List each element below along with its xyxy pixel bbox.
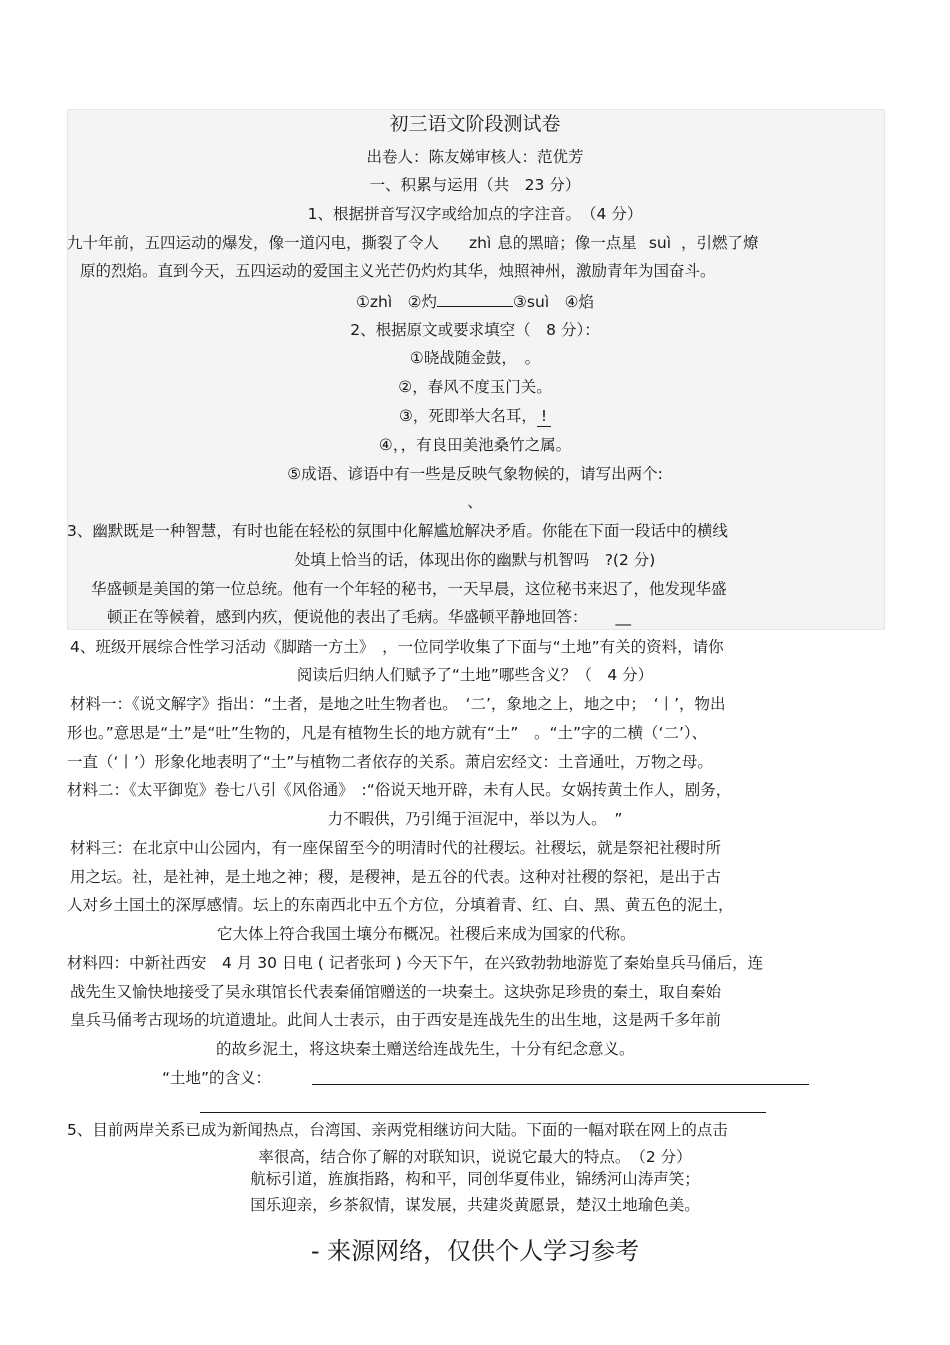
q1-heading: 1、根据拼音写汉字或给加点的字注音。 （4 分） xyxy=(307,205,643,223)
q5-heading: 5、目前两岸关系已成为新闻热点，台湾国、亲两党相继访问大陆。下面的一幅对联在网上的点击 xyxy=(67,1121,728,1139)
q4-answer-line-1[interactable] xyxy=(312,1084,809,1085)
q2-item-5: ⑤成语、谚语中有一些是反映气象物候的，请写出两个: xyxy=(287,465,663,483)
q4-material3-line3: 人对乡土国土的深厚感情。坛上的东南西北中五个方位，分填着青、红、白、黑、黄五色的泥土， xyxy=(67,896,734,914)
q4-answer-line-2[interactable] xyxy=(200,1112,766,1113)
q2-item-3-blank[interactable]: ! xyxy=(537,406,551,427)
q2-heading: 2、根据原文或要求填空（ 8 分）： xyxy=(350,321,600,339)
q3-heading-cont: 处填上恰当的话，体现出你的幽默与机智吗 ?(2 分) xyxy=(294,551,656,569)
q3-text-line2 xyxy=(107,607,631,627)
q4-material1-line3: 一直（‘丨’）形象化地表明了“土”与植物二者依存的关系。萧启宏经文：土音通吐，万物之母。 xyxy=(67,753,713,771)
q3-answer-blank[interactable]: __ xyxy=(615,608,632,626)
q3-text-line2-text: 顿正在等候着，感到内疚，便说他的表出了毛病。华盛顿平静地回答： xyxy=(107,608,588,626)
q5-couplet-line2: 国乐迎亲，乡茶叙情，谋发展，共建炎黄愿景，楚汉土地瑜色美。 xyxy=(250,1196,700,1214)
q1-pinyin-zhi: zhì xyxy=(469,234,492,252)
q4-heading-cont: 阅读后归纳人们赋予了“土地”哪些含义？（ 4 分） xyxy=(296,666,654,684)
q1-passage-text-c: ，引燃了燎 xyxy=(681,234,759,252)
q4-material1-line2: 形也。”意思是“土”是“吐”生物的，凡是有植物生长的地方就有“土” 。“土”字的二横（‘二’）、 xyxy=(67,724,708,742)
q1-passage-line1 xyxy=(67,233,759,253)
q4-material4-line4: 的故乡泥土，将这块秦土赠送给连战先生，十分有纪念意义。 xyxy=(216,1040,635,1058)
q4-material2-line1: 材料二：《太平御览》卷七八引《风俗通》 :“俗说天地开辟，未有人民。女娲抟黄土作人，剧务， xyxy=(67,781,732,799)
q1-passage-text-a: 九十年前，五四运动的爆发，像一道闪电，撕裂了令人 xyxy=(67,234,440,252)
q5-couplet-line1: 航标引道，旌旗指路，构和平，同创华夏伟业，锦绣河山涛声笑； xyxy=(250,1170,700,1188)
page-title: 初三语文阶段测试卷 xyxy=(389,113,561,135)
q1-answer-b: ③suì ④焰 xyxy=(513,293,595,311)
authors-line: 出卷人：陈友娣审核人：范优芳 xyxy=(366,148,584,166)
q4-material4-line2: 战先生又愉快地接受了吴永琪馆长代表秦俑馆赠送的一块秦土。这块弥足珍贵的秦土，取自秦始 xyxy=(70,983,722,1001)
q2-item-4: ④，，有良田美池桑竹之属。 xyxy=(378,436,572,454)
q1-passage-line2: 原的烈焰。直到今天，五四运动的爱国主义光芒仍灼灼其华，烛照神州，激励青年为国奋斗。 xyxy=(80,262,716,280)
q2-item-3-text: ③，死即举大名耳， xyxy=(398,407,537,425)
q4-material2-line2: 力不暇供，乃引绳于洹泥中，举以为人。 ” xyxy=(327,810,623,828)
q1-answer-a: ①zhì ②灼 xyxy=(355,293,438,311)
q3-heading: 3、幽默既是一种智慧，有时也能在轻松的氛围中化解尴尬解决矛盾。你能在下面一段话中的横线 xyxy=(67,522,728,540)
q4-heading: 4、班级开展综合性学习活动《脚踏一方土》 ，一位同学收集了下面与“土地”有关的资料，请你 xyxy=(70,638,724,656)
q1-passage-text-b: 息的黑暗；像一点星 xyxy=(497,234,637,252)
q5-heading-cont: 率很高，结合你了解的对联知识，说说它最大的特点。 （2 分） xyxy=(258,1148,692,1166)
q2-item-1: ①晓战随金鼓， 。 xyxy=(409,349,541,367)
q4-material1-line1: 材料一：《说文解字》指出：“土者，是地之吐生物者也。 ‘二’，象地之上，地之中； ‘丨’，物出 xyxy=(70,695,726,713)
section-heading: 一、积累与运用（共 23 分） xyxy=(369,176,581,194)
q2-item-5-separator: 、 xyxy=(467,493,483,511)
q2-item-3 xyxy=(0,406,950,427)
q1-pinyin-sui: suì xyxy=(648,234,672,252)
q1-answer-line xyxy=(0,290,950,312)
q4-material4-line1: 材料四：中新社西安 4 月 30 日电 ( 记者张珂 ) 今天下午，在兴致勃勃地游览了秦始皇兵马俑后，连 xyxy=(67,954,764,972)
q1-answer-blank[interactable] xyxy=(437,290,513,307)
q3-text-line1: 华盛顿是美国的第一位总统。他有一个年轻的秘书，一天早晨，这位秘书来迟了，他发现华盛 xyxy=(91,580,727,598)
q4-material3-line1: 材料三：在北京中山公园内，有一座保留至今的明清时代的社稷坛。社稷坛，就是祭祀社稷时所 xyxy=(70,839,722,857)
q4-material3-line2: 用之坛。社，是社神，是土地之神；稷，是稷神，是五谷的代表。这种对社稷的祭祀，是出于古 xyxy=(70,868,722,886)
source-footer: - 来源网络，仅供个人学习参考 xyxy=(310,1237,640,1265)
q4-material4-line3: 皇兵马俑考古现场的坑道遗址。此间人士表示，由于西安是连战先生的出生地，这是两千多年前 xyxy=(70,1011,722,1029)
q2-item-2: ②，春风不度玉门关。 xyxy=(398,378,552,396)
q4-material3-line4: 它大体上符合我国土壤分布概况。社稷后来成为国家的代称。 xyxy=(217,925,636,943)
q4-answer-label: “土地”的含义： xyxy=(162,1069,272,1087)
